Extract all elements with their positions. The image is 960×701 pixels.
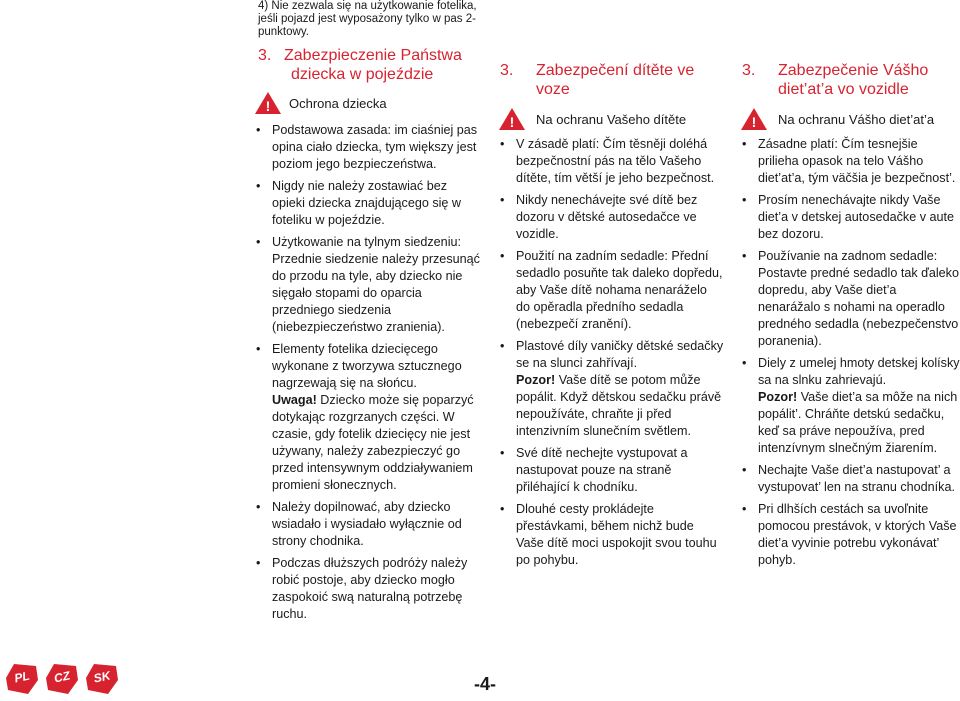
svg-text:!: ! bbox=[265, 98, 271, 114]
list-item: • Podczas dłuższych podróży należy robić postoje, aby dziecko mogło zaspokoić swą naturalną potrzebę ruchu. bbox=[254, 555, 480, 623]
svg-text:!: ! bbox=[751, 114, 757, 130]
list-item: • Nechajte Vaše diet’a nastupovat’ a vystupovat’ len na stranu chodníka. bbox=[740, 462, 960, 496]
page-number: -4- bbox=[474, 674, 496, 694]
list-item: • Plastové díly vaničky dětské sedačky se na slunci zahřívají. Pozor! Vaše dítě se potom může popálit. Když dětskou sedačku právě nepoužíváte, chraňte ji před intenzivním slunečním světlem. bbox=[498, 338, 724, 440]
list-item: • Pri dlhších cestách sa uvoľnite pomocou prestávok, v ktorých Vaše diet’a vyvinie potrebu vykonávat’ pohyb. bbox=[740, 501, 960, 569]
caution-label: Pozor! bbox=[758, 390, 798, 404]
section-title-line1: Zabezpečení dítěte ve bbox=[536, 62, 695, 79]
caution-label: Uwaga! bbox=[272, 393, 317, 407]
section-title-line1: Zabezpieczenie Państwa bbox=[284, 47, 462, 64]
list-item: • Použití na zadním sedadle: Přední sedadlo posuňte tak daleko dopředu, aby Vaše dítě nohama nenaráželo do opěradla předního sedadla (nebezpečí zranění). bbox=[498, 248, 724, 333]
lang-badge-sk bbox=[84, 660, 120, 696]
list-item: • Podstawowa zasada: im ciaśniej pas opina ciało dziecka, tym większy jest poziom jego bezpieczeństwa. bbox=[254, 122, 480, 173]
list-item: • V zásadě platí: Čím těsněji doléhá bezpečnostní pás na tělo Vašeho dítěte, tím větší je jeho bezpečnost. bbox=[498, 136, 724, 187]
list-item: • Diely z umelej hmoty detskej kolísky sa na slnku zahrievajú. Pozor! Vaše diet’a sa môže na nich popálit’. Chráňte detskú sedačku, keď sa práve nepoužíva, pred intenzívnym slnečným žiarením. bbox=[740, 355, 960, 457]
section-number: 3. bbox=[258, 47, 272, 64]
section-title-line2: dziecka w pojeździe bbox=[291, 66, 434, 83]
section-number: 3. bbox=[500, 62, 514, 79]
svg-text:!: ! bbox=[509, 114, 515, 130]
list-item: • Nikdy nenechávejte své dítě bez dozoru v dětské autosedačce ve vozidle. bbox=[498, 192, 724, 243]
language-badges bbox=[4, 660, 144, 696]
lang-code: SK bbox=[92, 668, 112, 686]
list-item: • Prosím nenechávajte nikdy Vaše diet’a v detskej autosedačke v aute bez dozoru. bbox=[740, 192, 960, 243]
warning-title: Ochrona dziecka bbox=[289, 96, 387, 111]
section-title-line1: Zabezpečenie Vášho bbox=[778, 62, 929, 79]
warning-heading-cz bbox=[498, 107, 726, 129]
list-item: • Nigdy nie należy zostawiać bez opieki dziecka znajdującego się w foteliku w pojeździe. bbox=[254, 178, 480, 229]
list-item: • Użytkowanie na tylnym siedzeniu: Przednie siedzenie należy przesunąć do przodu na tyle, aby dziecko nie sięgało stopami do oparcia przedniego siedzenia (niebezpieczeństwo zranienia). bbox=[254, 234, 480, 336]
warning-heading-pl bbox=[254, 91, 484, 113]
list-item: • Należy dopilnować, aby dziecko wsiadało i wysiadało wyłącznie od strony chodnika. bbox=[254, 499, 480, 550]
warning-heading-sk bbox=[740, 107, 960, 129]
warning-title: Na ochranu Vašeho dítěte bbox=[536, 112, 687, 127]
warning-title: Na ochranu Vášho diet’at’a bbox=[778, 112, 935, 127]
safety-list-cz bbox=[498, 136, 724, 574]
safety-list-pl bbox=[254, 122, 480, 628]
safety-list-sk bbox=[740, 136, 960, 574]
warning-triangle-icon bbox=[254, 91, 282, 115]
list-item: • Zásadne platí: Čím tesnejšie prilieha opasok na telo Vášho diet’at’a, tým väčšia je bezpečnost’. bbox=[740, 136, 960, 187]
warning-triangle-icon bbox=[498, 107, 526, 131]
section-number: 3. bbox=[742, 62, 756, 79]
intro-note: 4) Nie zezwala się na użytkowanie fotelika, jeśli pojazd jest wyposażony tylko w pas 2-punktowy. bbox=[258, 0, 477, 38]
lang-badge-pl bbox=[4, 660, 40, 696]
section-title-line2: diet’at’a vo vozidle bbox=[778, 81, 909, 98]
caution-label: Pozor! bbox=[516, 373, 556, 387]
list-item: • Své dítě nechejte vystupovat a nastupovat pouze na straně přiléhající k chodníku. bbox=[498, 445, 724, 496]
lang-code: PL bbox=[13, 668, 31, 686]
section-title-line2: voze bbox=[536, 81, 570, 98]
list-item: • Elementy fotelika dziecięcego wykonane z tworzywa sztucznego nagrzewają się na słońcu. Uwaga! Dziecko może się poparzyć dotykając rozgrzanych części. W czasie, gdy fotelik dziecięcy nie jest używany, należy zabezpieczyć go przed intensywnym oddziaływaniem promieni słonecznych. bbox=[254, 341, 480, 494]
list-item: • Používanie na zadnom sedadle: Postavte predné sedadlo tak ďaleko dopredu, aby Vaše diet’a nenarážalo s nohami na operadlo predného sedadla (nebezpečenstvo poranenia). bbox=[740, 248, 960, 350]
list-item: • Dlouhé cesty prokládejte přestávkami, během nichž bude Vaše dítě moci uspokojit svou touhu po pohybu. bbox=[498, 501, 724, 569]
warning-triangle-icon bbox=[740, 107, 768, 131]
lang-code: CZ bbox=[52, 668, 72, 686]
lang-badge-cz bbox=[44, 660, 80, 696]
